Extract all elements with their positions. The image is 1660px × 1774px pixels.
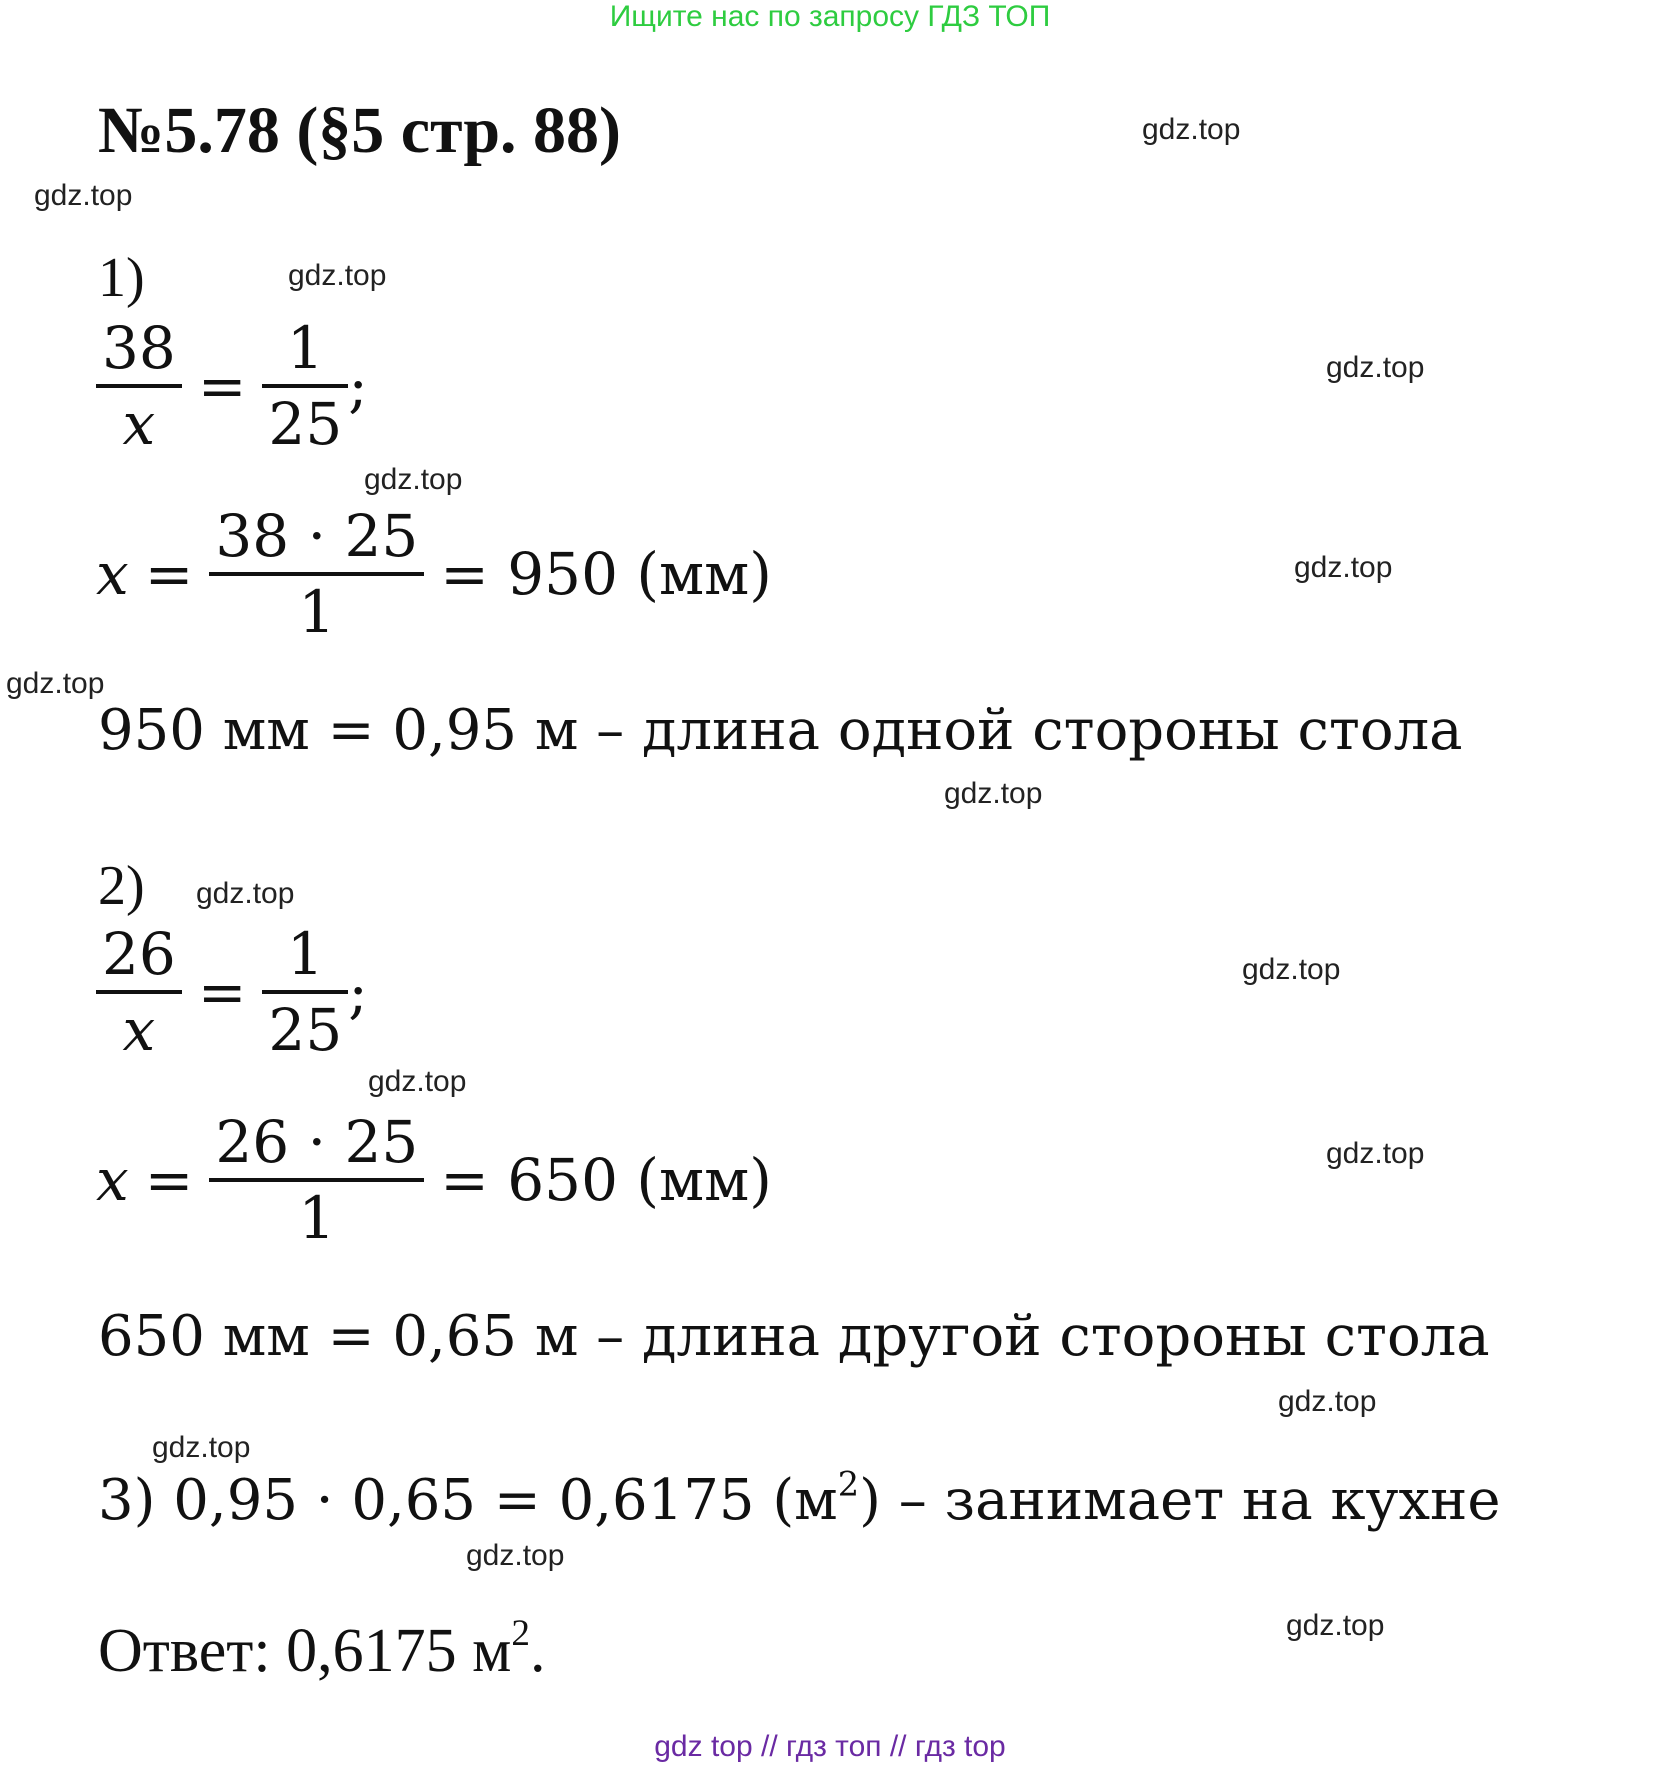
numerator: 38 [102,314,176,382]
search-banner: Ищите нас по запросу ГДЗ ТОП [609,0,1051,33]
fraction-bar [209,1178,424,1182]
watermark: gdz.top [288,259,387,292]
denominator: 25 [268,390,343,458]
watermark: gdz.top [1242,953,1341,986]
step2-conclusion: 650 мм = 0,65 м – длина другой стороны стола [98,1304,1490,1369]
step2-solution [96,1108,772,1252]
fraction-bar [262,990,348,994]
equals-sign: = [144,1146,194,1214]
fraction [209,502,424,646]
variable: x [96,540,129,608]
fraction-bar [262,384,348,388]
exponent: 2 [837,1464,860,1504]
denominator: 1 [298,1184,336,1252]
watermark: gdz.top [364,463,463,496]
watermark: gdz.top [466,1539,565,1572]
numerator: 1 [286,920,324,988]
step3-expression [98,1464,1501,1533]
step1-label: 1) [98,247,145,309]
fraction [262,314,348,458]
equals-sign: = [197,958,247,1026]
variable: x [96,1146,129,1214]
answer [98,1612,546,1685]
watermark: gdz.top [34,179,133,212]
numerator: 1 [286,314,324,382]
denominator: 25 [268,996,343,1064]
expression-text: 3) 0,95 · 0,65 = 0,6175 (м [98,1468,838,1533]
semicolon: ; [348,352,368,420]
watermark: gdz.top [6,667,105,700]
fraction [96,314,182,458]
watermark: gdz.top [1142,113,1241,146]
numerator: 26 · 25 [215,1108,419,1176]
watermark: gdz.top [1278,1385,1377,1418]
step2-proportion [96,920,368,1064]
answer-text: Ответ: 0,6175 м [98,1617,512,1685]
fraction-bar [96,384,182,388]
fraction [262,920,348,1064]
numerator: 38 · 25 [215,502,419,570]
result: = 650 (мм) [440,1146,772,1214]
answer-text: . [529,1617,546,1685]
watermark: gdz.top [196,877,295,910]
watermark: gdz.top [1326,1137,1425,1170]
watermark: gdz.top [944,777,1043,810]
numerator: 26 [102,920,176,988]
semicolon: ; [348,958,368,1026]
problem-title: №5.78 (§5 стр. 88) [98,94,622,167]
step1-conclusion: 950 мм = 0,95 м – длина одной стороны стола [98,698,1463,763]
watermark: gdz.top [368,1065,467,1098]
fraction [96,920,182,1064]
equals-sign: = [144,540,194,608]
denominator: x [122,996,156,1064]
step1-solution [96,502,772,646]
denominator: x [122,390,156,458]
watermark: gdz.top [152,1431,251,1464]
fraction-bar [209,572,424,576]
footer-links: gdz top // гдз топ // гдз top [654,1730,1006,1763]
fraction-bar [96,990,182,994]
watermark: gdz.top [1286,1609,1385,1642]
result: = 950 (мм) [440,540,772,608]
expression-text: ) – занимает на кухне [859,1468,1501,1533]
exponent: 2 [511,1612,530,1654]
equals-sign: = [197,352,247,420]
watermark: gdz.top [1294,551,1393,584]
fraction [209,1108,424,1252]
denominator: 1 [298,578,336,646]
step1-proportion [96,314,368,458]
step2-label: 2) [98,855,145,917]
watermark: gdz.top [1326,351,1425,384]
